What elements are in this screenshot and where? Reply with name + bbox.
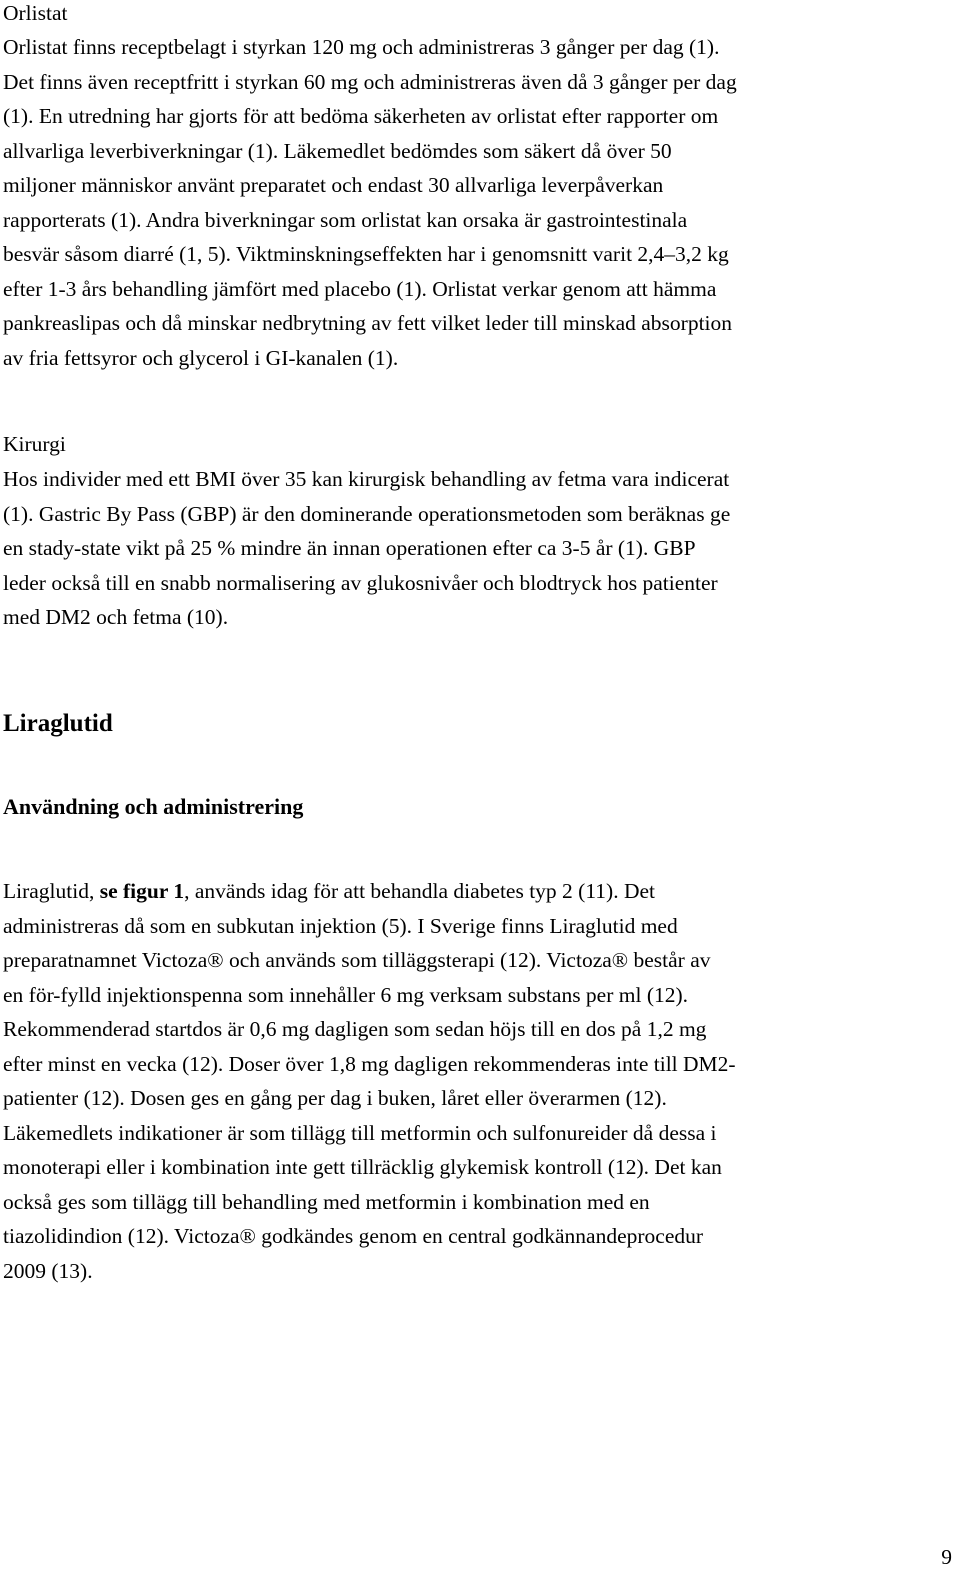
paragraph-line: leder också till en snabb normalisering av glukosnivåer och blodtryck hos patienter xyxy=(3,570,718,595)
first-line-start: Liraglutid, xyxy=(3,879,100,903)
liraglutid-heading: Liraglutid xyxy=(3,710,113,737)
paragraph-line: miljoner människor använt preparatet och endast 30 allvarliga leverpåverkan xyxy=(3,173,664,197)
paragraph-line: rapporterats (1). Andra biverkningar som orlistat kan orsaka är gastrointestinala xyxy=(3,207,688,232)
paragraph-line: Orlistat finns receptbelagt i styrkan 120 mg och administreras 3 gånger per dag (1). xyxy=(3,35,720,59)
paragraph-line: administreras då som en subkutan injektion (5). I Sverige finns Liraglutid med xyxy=(3,913,678,938)
paragraph-line: Läkemedlets indikationer är som tillägg till metformin och sulfonureider då dessa i xyxy=(3,1120,717,1145)
paragraph-line: 2009 (13). xyxy=(3,1258,93,1283)
paragraph-line: med DM2 och fetma (10). xyxy=(3,605,229,629)
first-line-end: , används idag för att behandla diabetes typ 2 (11). Det xyxy=(184,879,655,903)
paragraph-line: allvarliga leverbiverkningar (1). Läkemedlet bedömdes som säkert då över 50 xyxy=(3,138,672,163)
kirurgi-paragraph xyxy=(3,462,943,635)
paragraph-line: (1). En utredning har gjorts för att bedöma säkerheten av orlistat efter rapporter om xyxy=(3,104,719,128)
paragraph-line: Rekommenderad startdos är 0,6 mg dagligen som sedan höjs till en dos på 1,2 mg xyxy=(3,1017,707,1041)
kirurgi-title: Kirurgi xyxy=(3,432,66,456)
paragraph-line: av fria fettsyror och glycerol i GI-kanalen (1). xyxy=(3,345,399,370)
orlistat-title: Orlistat xyxy=(3,1,68,25)
paragraph-line: Det finns även receptfritt i styrkan 60 mg och administreras även då 3 gånger per dag xyxy=(3,69,737,94)
paragraph-line: patienter (12). Dosen ges en gång per dag i buken, låret eller överarmen (12). xyxy=(3,1086,667,1110)
paragraph-line: efter minst en vecka (12). Doser över 1,8 mg dagligen rekommenderas inte till DM2- xyxy=(3,1051,736,1076)
paragraph-line: Hos individer med ett BMI över 35 kan kirurgisk behandling av fetma vara indicerat xyxy=(3,467,730,491)
anvandning-subheading: Användning och administrering xyxy=(3,794,304,819)
paragraph-line: (1). Gastric By Pass (GBP) är den dominerande operationsmetoden som beräknas ge xyxy=(3,501,731,526)
liraglutid-paragraph xyxy=(3,874,943,1288)
paragraph-line: pankreaslipas och då minskar nedbrytning av fett vilket leder till minskad absorption xyxy=(3,311,733,335)
paragraph-line: besvär såsom diarré (1, 5). Viktminskningseffekten har i genomsnitt varit 2,4–3,2 kg xyxy=(3,242,729,266)
paragraph-line: också ges som tillägg till behandling med metformin i kombination med en xyxy=(3,1189,650,1214)
paragraph-line: en för-fylld injektionspenna som innehåller 6 mg verksam substans per ml (12). xyxy=(3,982,689,1007)
paragraph-line: tiazolidindion (12). Victoza® godkändes genom en central godkännandeprocedur xyxy=(3,1224,704,1248)
paragraph-line: preparatnamnet Victoza® och används som tilläggsterapi (12). Victoza® består av xyxy=(3,948,711,972)
paragraph-line: en stady-state vikt på 25 % mindre än innan operationen efter ca 3-5 år (1). GBP xyxy=(3,536,696,560)
paragraph-line: efter 1-3 års behandling jämfört med placebo (1). Orlistat verkar genom att hämma xyxy=(3,276,717,301)
orlistat-paragraph xyxy=(3,30,943,375)
figure-reference: se figur 1 xyxy=(99,879,185,903)
paragraph-first-line xyxy=(3,874,943,909)
page-number: 9 xyxy=(941,1545,952,1569)
paragraph-line: monoterapi eller i kombination inte gett tillräcklig glykemisk kontroll (12). Det kan xyxy=(3,1155,722,1179)
